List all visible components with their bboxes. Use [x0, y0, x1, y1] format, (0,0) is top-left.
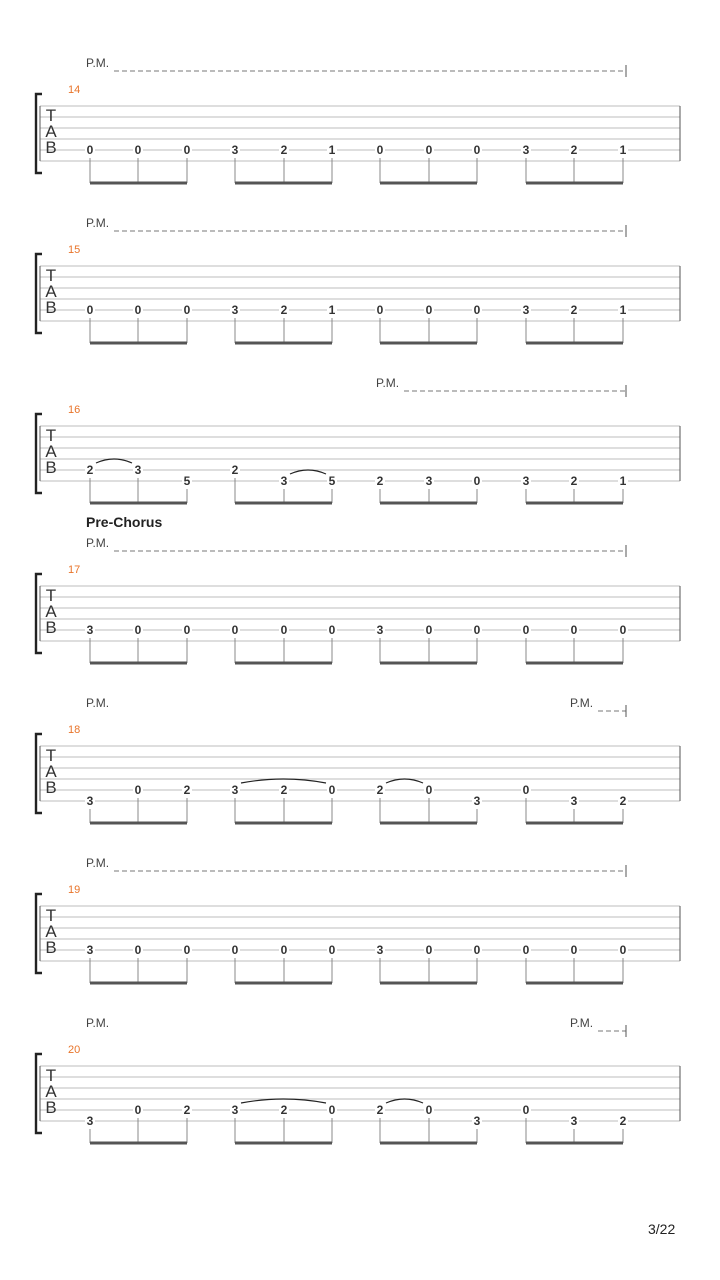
fret-number: 1: [328, 143, 336, 157]
fret-number: 1: [619, 303, 627, 317]
tab-clef-letter: A: [45, 922, 57, 941]
tab-clef-letter: A: [45, 122, 57, 141]
fret-number: 2: [619, 794, 627, 808]
tab-clef-letter: B: [45, 1098, 57, 1117]
bar-number: 15: [68, 244, 81, 256]
section-heading: Pre-Chorus: [86, 514, 163, 530]
bar-number: 18: [68, 724, 81, 736]
fret-number: 0: [183, 143, 191, 157]
tab-clef-letter: A: [45, 762, 57, 781]
fret-number: 5: [183, 474, 191, 488]
fret-number: 2: [280, 143, 288, 157]
fret-number: 0: [280, 943, 288, 957]
fret-number: 0: [522, 623, 530, 637]
fret-number: 2: [570, 143, 578, 157]
fret-number: 0: [376, 303, 384, 317]
fret-number: 0: [134, 783, 142, 797]
tab-clef-letter: T: [45, 1066, 57, 1085]
fret-number: 0: [183, 623, 191, 637]
fret-number: 2: [570, 474, 578, 488]
fret-number: 2: [619, 1114, 627, 1128]
fret-number: 3: [86, 794, 94, 808]
fret-number: 2: [376, 474, 384, 488]
fret-number: 0: [473, 623, 481, 637]
tie-slur: [290, 470, 326, 474]
fret-number: 3: [280, 474, 288, 488]
bar-number: 14: [68, 84, 81, 96]
fret-number: 2: [86, 463, 94, 477]
palm-mute-label: P.M.: [376, 376, 400, 390]
fret-number: 0: [134, 303, 142, 317]
tab-clef-letter: T: [45, 106, 57, 125]
fret-number: 0: [134, 143, 142, 157]
bar-number: 16: [68, 404, 81, 416]
fret-number: 3: [570, 1114, 578, 1128]
tab-clef-letter: B: [45, 138, 57, 157]
fret-number: 2: [231, 463, 239, 477]
fret-number: 2: [183, 1103, 191, 1117]
tab-clef-letter: T: [45, 586, 57, 605]
fret-number: 3: [231, 303, 239, 317]
tab-clef-letter: T: [45, 906, 57, 925]
fret-number: 0: [425, 1103, 433, 1117]
tie-slur: [386, 1099, 423, 1103]
fret-number: 3: [376, 943, 384, 957]
fret-number: 0: [619, 623, 627, 637]
palm-mute-label: P.M.: [86, 696, 110, 710]
fret-number: 2: [280, 303, 288, 317]
fret-number: 2: [570, 303, 578, 317]
fret-number: 3: [522, 143, 530, 157]
tab-clef-letter: A: [45, 602, 57, 621]
fret-number: 0: [231, 623, 239, 637]
palm-mute-label: P.M.: [86, 56, 110, 70]
fret-number: 3: [86, 623, 94, 637]
fret-number: 0: [328, 943, 336, 957]
palm-mute-label: P.M.: [86, 536, 110, 550]
bar-number: 19: [68, 884, 81, 896]
fret-number: 3: [134, 463, 142, 477]
fret-number: 0: [570, 943, 578, 957]
fret-number: 0: [134, 623, 142, 637]
fret-number: 0: [328, 1103, 336, 1117]
bar-number: 20: [68, 1044, 81, 1056]
fret-number: 1: [328, 303, 336, 317]
fret-number: 0: [473, 943, 481, 957]
tie-slur: [386, 779, 423, 783]
fret-number: 0: [376, 143, 384, 157]
fret-number: 0: [522, 783, 530, 797]
tab-clef-letter: A: [45, 282, 57, 301]
fret-number: 0: [86, 303, 94, 317]
tab-clef-letter: B: [45, 458, 57, 477]
fret-number: 0: [619, 943, 627, 957]
fret-number: 1: [619, 143, 627, 157]
fret-number: 3: [86, 1114, 94, 1128]
fret-number: 0: [522, 943, 530, 957]
fret-number: 3: [473, 1114, 481, 1128]
fret-number: 0: [425, 623, 433, 637]
bar-number: 17: [68, 564, 81, 576]
fret-number: 3: [473, 794, 481, 808]
fret-number: 3: [231, 143, 239, 157]
tab-clef-letter: B: [45, 778, 57, 797]
fret-number: 3: [522, 303, 530, 317]
fret-number: 2: [280, 783, 288, 797]
tab-clef-letter: T: [45, 426, 57, 445]
fret-number: 0: [183, 303, 191, 317]
fret-number: 5: [328, 474, 336, 488]
palm-mute-label: P.M.: [86, 216, 110, 230]
fret-number: 2: [183, 783, 191, 797]
palm-mute-label: P.M.: [86, 1016, 110, 1030]
tab-clef-letter: T: [45, 746, 57, 765]
fret-number: 0: [86, 143, 94, 157]
tab-clef-letter: T: [45, 266, 57, 285]
fret-number: 3: [522, 474, 530, 488]
fret-number: 0: [425, 143, 433, 157]
tie-slur: [96, 459, 132, 463]
fret-number: 0: [522, 1103, 530, 1117]
fret-number: 2: [280, 1103, 288, 1117]
palm-mute-label: P.M.: [570, 1016, 594, 1030]
fret-number: 1: [619, 474, 627, 488]
fret-number: 0: [425, 303, 433, 317]
fret-number: 0: [473, 143, 481, 157]
fret-number: 3: [86, 943, 94, 957]
fret-number: 2: [376, 783, 384, 797]
tab-clef-letter: A: [45, 442, 57, 461]
fret-number: 0: [183, 943, 191, 957]
fret-number: 0: [425, 943, 433, 957]
fret-number: 0: [280, 623, 288, 637]
fret-number: 3: [231, 1103, 239, 1117]
page-number: 3/22: [648, 1221, 676, 1237]
fret-number: 0: [473, 474, 481, 488]
fret-number: 0: [328, 783, 336, 797]
fret-number: 0: [231, 943, 239, 957]
fret-number: 3: [231, 783, 239, 797]
fret-number: 0: [425, 783, 433, 797]
tab-clef-letter: B: [45, 298, 57, 317]
fret-number: 0: [134, 943, 142, 957]
fret-number: 2: [376, 1103, 384, 1117]
palm-mute-label: P.M.: [570, 696, 594, 710]
fret-number: 0: [134, 1103, 142, 1117]
palm-mute-label: P.M.: [86, 856, 110, 870]
fret-number: 0: [328, 623, 336, 637]
tab-clef-letter: A: [45, 1082, 57, 1101]
fret-number: 3: [425, 474, 433, 488]
fret-number: 0: [473, 303, 481, 317]
fret-number: 3: [570, 794, 578, 808]
fret-number: 3: [376, 623, 384, 637]
tab-clef-letter: B: [45, 938, 57, 957]
fret-number: 0: [570, 623, 578, 637]
tab-clef-letter: B: [45, 618, 57, 637]
